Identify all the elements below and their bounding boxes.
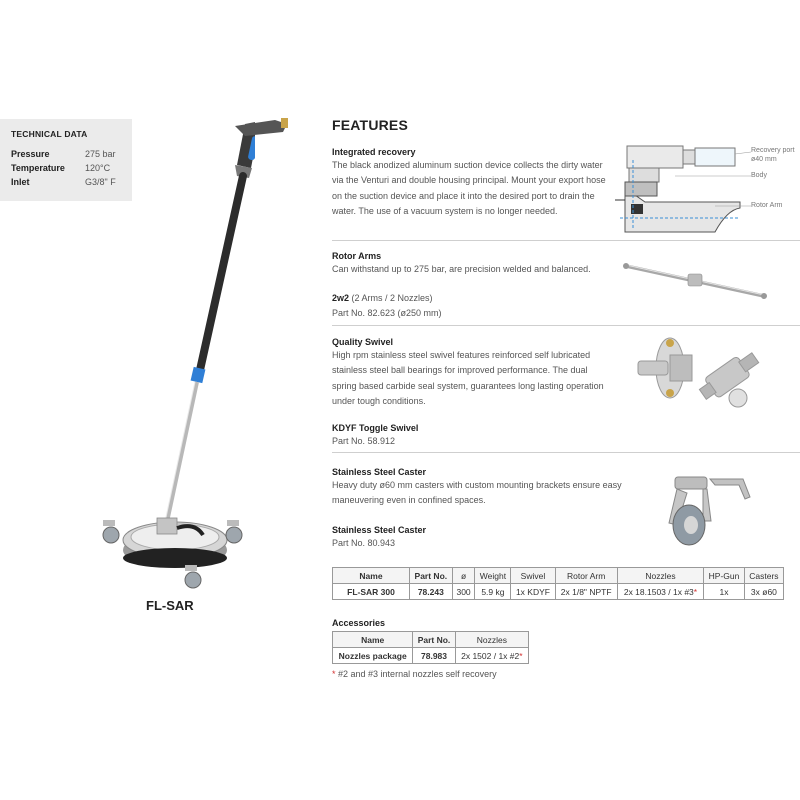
table-row xyxy=(333,648,529,664)
text-line: via the Venturi and double housing principal. Mount your export hose xyxy=(332,175,606,186)
tech-value: G3/8" F xyxy=(85,177,116,187)
col-header: HP-Gun xyxy=(704,568,745,584)
asterisk-mark: * xyxy=(693,586,698,597)
recovery-diagram xyxy=(615,140,755,238)
integrated-recovery-text xyxy=(332,158,606,220)
text-line: spring based carbide seal system, guarantees long lasting operation xyxy=(332,380,604,391)
rotor-arm-image xyxy=(620,258,770,303)
text-line: under tough conditions. xyxy=(332,396,426,407)
caster-part: Part No. 80.943 xyxy=(332,538,396,548)
surface-cleaner-illustration xyxy=(95,110,255,595)
spec-table xyxy=(332,567,784,600)
col-header: Weight xyxy=(475,568,511,584)
col-header: Swivel xyxy=(511,568,555,584)
table-row xyxy=(333,584,784,600)
cell-hp-gun: 1x xyxy=(704,584,745,600)
col-header: Part No. xyxy=(413,632,455,648)
tech-key: Temperature xyxy=(11,163,65,173)
footnote-text: #2 and #3 internal nozzles self recovery xyxy=(335,669,497,679)
nozzles-value: 2x 18.1503 / 1x #3 xyxy=(623,586,694,597)
integrated-recovery-heading: Integrated recovery xyxy=(332,147,416,157)
cell-swivel: 1x KDYF xyxy=(511,584,555,600)
caster-image xyxy=(655,465,755,550)
text-line: on the suction device and place it into the desired port to drain the xyxy=(332,190,595,201)
cell-name: FL-SAR 300 xyxy=(333,584,410,600)
rotor-arms-text: Can withstand up to 275 bar, are precision welded and balanced. xyxy=(332,264,591,274)
diagram-label-recovery-port: Recovery port xyxy=(751,147,795,154)
diagram-label-body: Body xyxy=(751,172,767,179)
section-divider xyxy=(332,452,800,453)
asterisk-mark: * xyxy=(519,650,523,661)
tech-key: Inlet xyxy=(11,177,30,187)
swivel-image xyxy=(628,333,768,418)
accessories-table xyxy=(332,631,529,664)
spec-table-header xyxy=(333,568,784,584)
text-line: High rpm stainless steel swivel features reinforced self lubricated xyxy=(332,350,591,360)
section-divider xyxy=(332,325,800,326)
caster-text xyxy=(332,478,622,509)
section-divider xyxy=(332,240,800,241)
col-header: Rotor Arm xyxy=(555,568,617,584)
text-line: water. The use of a vacuum system is no longer needed. xyxy=(332,206,558,217)
accessories-title: Accessories xyxy=(332,618,386,628)
tech-key: Pressure xyxy=(11,149,50,159)
text-line: The black anodized aluminum suction device collects the dirty water xyxy=(332,160,603,170)
technical-data-title: TECHNICAL DATA xyxy=(11,129,88,139)
col-header: Casters xyxy=(744,568,783,584)
nozzles-value: 2x 1502 / 1x #2 xyxy=(461,650,520,661)
quality-swivel-text xyxy=(332,348,604,410)
text-line: maneuvering even in confined spaces. xyxy=(332,495,486,506)
quality-swivel-heading: Quality Swivel xyxy=(332,337,394,347)
diagram-label-diameter: ø40 mm xyxy=(751,156,777,163)
text-line: stainless steel ball bearings for improved performance. The dual xyxy=(332,365,588,376)
text-line: Heavy duty ø60 mm casters with custom mounting brackets ensure easy xyxy=(332,480,622,490)
col-header: Name xyxy=(333,568,410,584)
product-label: FL-SAR xyxy=(146,598,194,613)
rotor-arms-variant xyxy=(332,291,433,306)
col-header: Nozzles xyxy=(617,568,703,584)
features-title: FEATURES xyxy=(332,117,409,133)
cell-part: 78.243 xyxy=(410,584,453,600)
rotor-arms-heading: Rotor Arms xyxy=(332,251,382,261)
col-header: ø xyxy=(452,568,475,584)
cell-nozzles xyxy=(617,584,703,600)
variant-name: 2w2 xyxy=(332,293,350,303)
cell-name: Nozzles package xyxy=(333,648,413,664)
cell-weight: 5.9 kg xyxy=(475,584,511,600)
variant-note: (2 Arms / 2 Nozzles) xyxy=(349,293,433,303)
cell-part: 78.983 xyxy=(413,648,455,664)
rotor-arms-part: Part No. 82.623 (ø250 mm) xyxy=(332,308,442,318)
col-header: Nozzles xyxy=(455,632,528,648)
caster-heading: Stainless Steel Caster xyxy=(332,467,427,477)
diagram-label-rotor-arm: Rotor Arm xyxy=(751,202,783,209)
cell-nozzles xyxy=(455,648,528,664)
col-header: Part No. xyxy=(410,568,453,584)
tech-value: 120°C xyxy=(85,163,111,173)
cell-diameter: 300 xyxy=(452,584,475,600)
footnote xyxy=(332,669,497,679)
trigger-gun-head xyxy=(235,112,295,152)
cell-rotor-arm: 2x 1/8" NPTF xyxy=(555,584,617,600)
caster-sub-heading: Stainless Steel Caster xyxy=(332,525,427,535)
accessories-header xyxy=(333,632,529,648)
kdyf-swivel-part: Part No. 58.912 xyxy=(332,436,396,446)
tech-value: 275 bar xyxy=(85,149,116,159)
col-header: Name xyxy=(333,632,413,648)
kdyf-swivel-heading: KDYF Toggle Swivel xyxy=(332,423,419,433)
asterisk-mark: * xyxy=(332,669,336,679)
cell-casters: 3x ø60 xyxy=(744,584,783,600)
